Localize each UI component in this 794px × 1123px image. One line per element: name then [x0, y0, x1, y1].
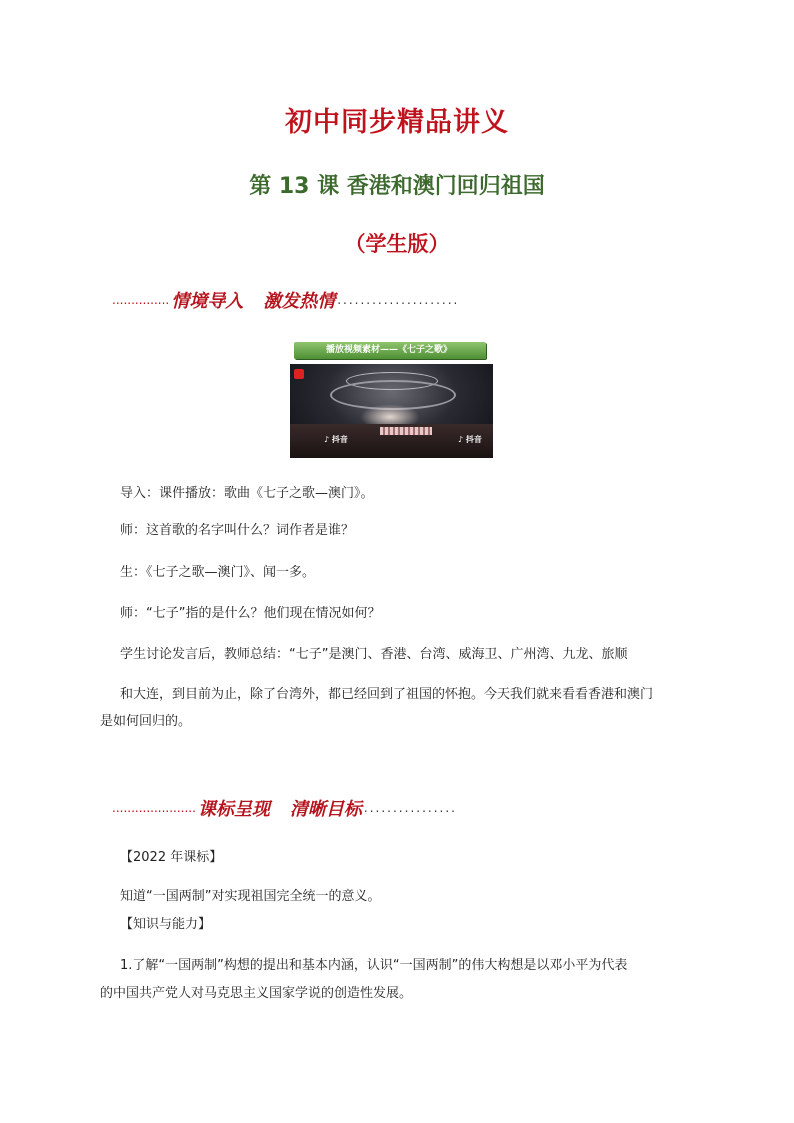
version-label: （学生版） — [344, 232, 450, 256]
section-header-intro — [112, 288, 459, 312]
section-title-a: 情境导入 — [171, 291, 244, 312]
section-title-b: 激发热情 — [263, 291, 336, 312]
standards-item-1b: 的中国共产党人对马克思主义国家学说的创造性发展。 — [100, 986, 413, 1001]
lesson-title: 第 13 课 香港和澳门回归祖国 — [249, 174, 545, 199]
intro-line-1: 导入：课件播放：歌曲《七子之歌—澳门》。 — [120, 486, 374, 501]
section-title-b: 清晰目标 — [289, 799, 362, 820]
tiktok-icon: ♪ 抖音 — [324, 435, 348, 444]
intro-line-6a: 和大连，到目前为止，除了台湾外，都已经回到了祖国的怀抱。今天我们就来看看香港和澳门 — [120, 687, 654, 702]
knowledge-label: 【知识与能力】 — [120, 917, 212, 932]
intro-line-5: 学生讨论发言后，教师总结：“七子”是澳门、香港、台湾、威海卫、广州湾、九龙、旅顺 — [120, 647, 628, 662]
section-title-a: 课标呈现 — [197, 799, 270, 820]
intro-line-2: 师：这首歌的名字叫什么？词作者是谁？ — [120, 523, 355, 538]
broadcaster-logo-icon — [294, 369, 304, 379]
standards-item-1a: 1.了解“一国两制”构想的提出和基本内涵，认识“一国两制”的伟大构想是以邓小平为代表 — [120, 958, 628, 973]
section-dots-left: ............... — [112, 293, 170, 307]
intro-line-6b: 是如何回归的。 — [100, 714, 192, 729]
video-still — [290, 364, 493, 458]
section-dots-right: ................ — [363, 801, 457, 815]
video-figure — [289, 340, 494, 458]
intro-line-4: 师：“七子”指的是什么？他们现在情况如何？ — [120, 606, 381, 621]
intro-line-3: 生：《七子之歌—澳门》、闻一多。 — [120, 565, 316, 580]
standards-line-1: 知道“一国两制”对实现祖国完全统一的意义。 — [120, 889, 381, 904]
video-banner: 播放视频素材——《七子之歌》 — [294, 342, 486, 359]
section-dots-right: ..................... — [337, 293, 460, 307]
standards-label-2022: 【2022 年课标】 — [120, 850, 223, 865]
section-header-standards — [112, 796, 457, 820]
performers-icon — [380, 427, 432, 435]
tiktok-icon: ♪ 抖音 — [458, 435, 482, 444]
section-dots-left: ...................... — [112, 801, 196, 815]
main-title: 初中同步精品讲义 — [285, 107, 509, 138]
